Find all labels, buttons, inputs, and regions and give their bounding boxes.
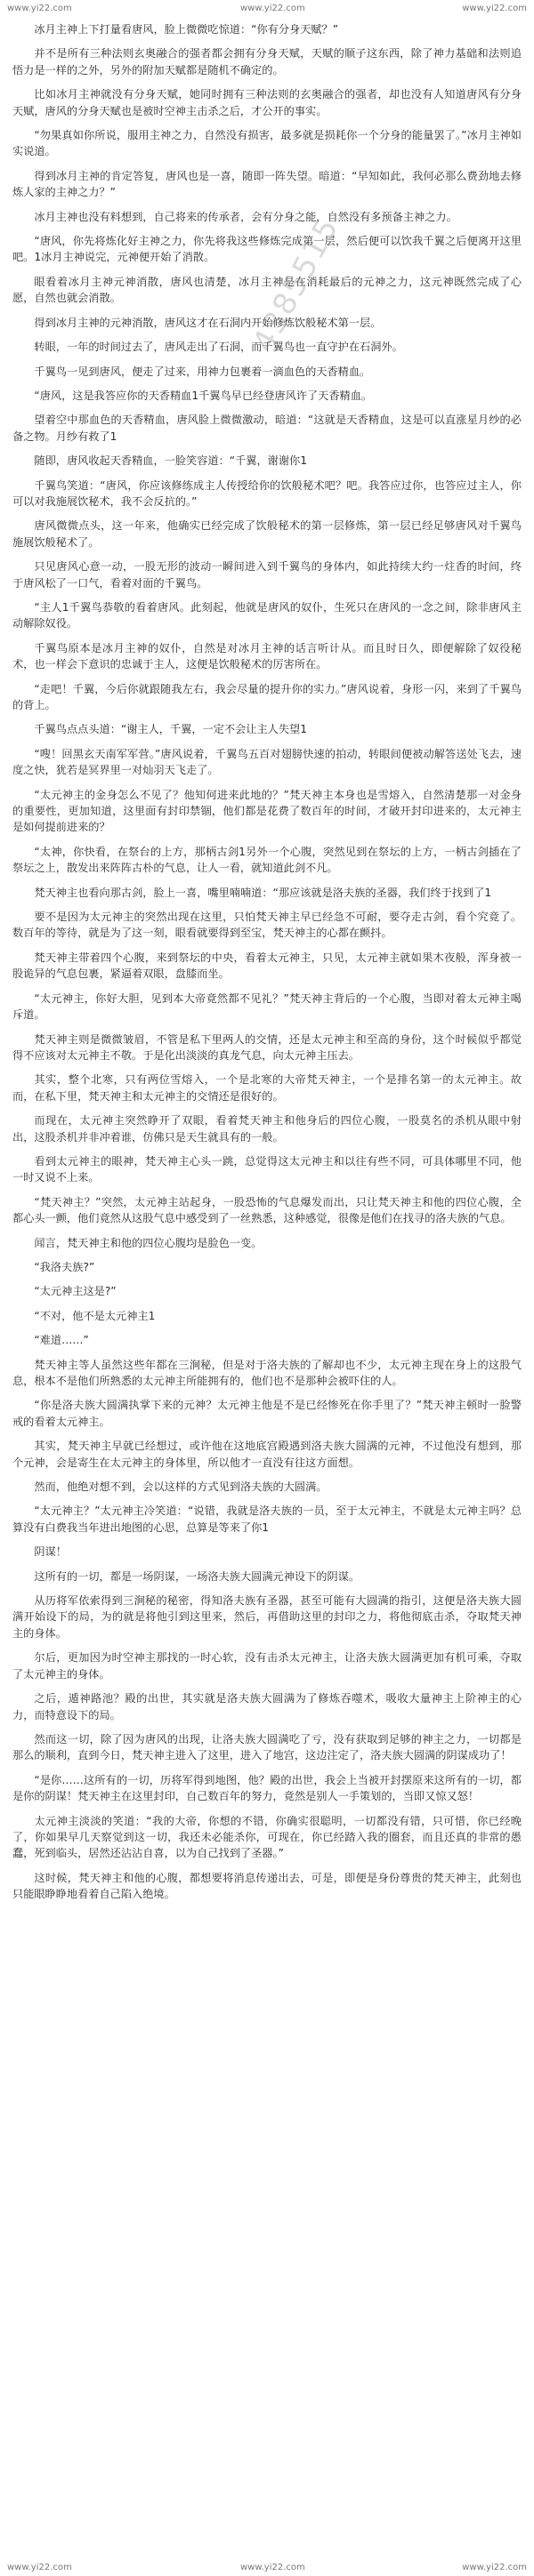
paragraph: “太元神主的金身怎么不见了？他知何进来此地的？”梵天神主本身也是雪熔入，自然清楚那一对金身的重要性，更加知道，这里面有封印禁锢，他们都是花费了数百年的时间，才破开封印进来的，太元神主是如何提前进来的？ [12, 788, 522, 834]
paragraph: 然而，他绝对想不到，会以这样的方式见到洛夫族的大圆满。 [34, 1481, 328, 1494]
article-body [12, 21, 522, 2556]
paragraph: 太元神主淡淡的笑道：“我的大帝，你想的不错，你确实很聪明，一切都没有错，只可惜，你已经晚了，你如果早几天察觉到这一切，我还未必能杀你，可现在，你已经踏入我的圈套，而且还真的非常的愚蠢，死到临头，居然还沾沾自喜，以为自己找到了圣器。” [12, 1814, 522, 1860]
paragraph: 看到太元神主的眼神，梵天神主心头一跳，总觉得这太元神主和以往有些不同，可具体哪里不同，他一时又说不上来。 [12, 1154, 522, 1184]
watermark-url-left: www.yi22.com [7, 2563, 72, 2572]
paragraph: “嗖！回黑玄天南军军营。”唐风说着，千翼鸟五百对翅膀快速的拍动，转眼间便被动解答送处飞去，速度之快，犹若是冥界里一对灿羽天飞走了。 [12, 747, 522, 777]
paragraph: 千翼鸟笑道：“唐风，你应该修练成主人传授给你的饮般秘术吧？吧。我答应过你，也答应过主人，你可以对我施展饮秘术，我不会反抗的。” [12, 478, 522, 508]
paragraph: 千翼鸟原本是冰月主神的奴仆，自然是对冰月主神的话言听计从。而且时日久，即便解除了奴役秘术，也一样会下意识的忠诚于主人，这便是饮般秘术的厉害所在。 [12, 641, 522, 671]
paragraph: “是你……这所有的一切，历将军得到地图，他？殿的出世，我会上当被开封摆原来这所有的一切，都是你的阴谋！梵天神主在这里封印，自己数百年的努力，竟然是别人一手策划的，当即又惊又怒！ [12, 1773, 522, 1803]
paragraph: 尔后，更加因为时空神主那找的一时心软，没有击杀太元神主，让洛夫族大圆满更加有机可乘，夺取了太元神主的身体。 [12, 1651, 522, 1681]
paragraph: 随即，唐风收起天香精血，一脸笑容道：“千翼，谢谢你1 [34, 454, 307, 468]
paragraph: 只见唐风心意一动，一股无形的波动一瞬间进入到千翼鸟的身体内，如此持续大约一炷香的时间，终于唐风松了一口气，看着对面的千翼鸟。 [12, 560, 522, 590]
watermark-stamp: 4385515 [246, 211, 347, 358]
page-header [0, 0, 534, 21]
paragraph: “走吧！千翼，今后你就跟随我左右，我会尽量的提升你的实力。”唐风说着，身形一闪，来到了千翼鸟的背上。 [12, 682, 522, 711]
paragraph: 这所有的一切，都是一场阴谋，一场洛夫族大圆满元神设下的阴谋。 [34, 1569, 360, 1583]
paragraph: “太元神主，你好大胆，见到本大帝竟然都不见礼？”梵天神主背后的一个心腹，当即对着太元神主喝斥道。 [12, 991, 522, 1022]
paragraph: 梵天神主也看向那古剑，脸上一喜，嘴里喃喃道：“那应该就是洛夫族的圣器，我们终于找到了1 [34, 886, 492, 899]
paragraph: “主人1千翼鸟恭敬的看着唐风。此刻起，他就是唐风的奴仆，生死只在唐风的一念之间，除非唐风主动解除奴役。 [12, 600, 522, 630]
paragraph: 梵天神主带着四个心腹，来到祭坛的中央，看着太元神主，只见，太元神主就如果木夜般，浑身被一股诡异的气息包裹，紧逼着双眼，盘膝而坐。 [12, 951, 522, 981]
paragraph: 闻言，梵天神主和他的四位心腹均是脸色一变。 [34, 1236, 263, 1249]
paragraph: 要不是因为太元神主的突然出现在这里，只怕梵天神主早已经急不可耐，要夺走古剑，看个究竟了。数百年的等待，就是为了这一刻，眼看就要得到至宝，梵天神主的心都在颤抖。 [12, 911, 522, 940]
paragraph: 比如冰月主神就没有分身天赋，她同时拥有三种法则的玄奥融合的强者，却也没有人知道唐风有分身天赋，唐风的分身天赋也是被时空神主击杀之后，才公开的事实。 [12, 88, 522, 117]
paragraph: “唐风，你先将炼化好主神之力，你先将我这些修炼完成第一层，然后便可以饮我千翼之后便离开这里吧。1冰月主神说完，元神便开始了消散。 [12, 235, 522, 264]
paragraph: “我洛夫族?” [34, 1260, 95, 1273]
paragraph: 并不是所有三种法则玄奥融合的强者都会拥有分身天赋，天赋的顺子这东西，除了神力基础和法则追悟力是一样的之外，另外的附加天赋都是随机不确定的。 [12, 47, 522, 76]
paragraph: “不对，他不是太元神主1 [34, 1309, 156, 1322]
paragraph: “太元神主？”太元神主冷笑道：“说错，我就是洛夫族的一员，至于太元神主，不就是太元神主吗？总算没有白费我当年进出地图的心思，总算是等来了你1 [12, 1505, 522, 1534]
paragraph: 从历将军依索得到三涧秘的秘密，得知洛夫族有圣器，甚至可能有大圆满的指引，这便是洛夫族大圆满开始设下的局，为的就是将他引到这里来，然后，再借助这里的封印之力，将他彻底击杀，夺取梵天神主的身体。 [12, 1594, 522, 1640]
paragraph: “太元神主这是?” [34, 1285, 117, 1298]
paragraph: 得到冰月主神的元神消散，唐风这才在石洞内开始修炼饮般秘术第一层。 [34, 316, 382, 329]
paragraph: 这时候，梵天神主和他的心腹，都想要将消息传递出去，可是，即便是身份尊贵的梵天神主，此刻也只能眼睁睁地看着自己陷入绝境。 [12, 1871, 522, 1901]
paragraph: 梵天神主则是微微皱眉，不管是私下里两人的交情，还是太元神主和至高的身份，这个时候似乎都觉得不应该对太元神主不敬。于是化出淡淡的真龙气息，向太元神主压去。 [12, 1032, 522, 1062]
paragraph: “你是洛夫族大圆满执掌下来的元神？太元神主他是不是已经惨死在你手里了？”梵天神主顿时一脸警戒的看着太元神主。 [12, 1399, 522, 1428]
paragraph: 冰月主神上下打量看唐风，脸上微微吃惊道：“你有分身天赋？” [34, 23, 339, 36]
paragraph: 望着空中那血色的天香精血，唐风脸上微微激动，暗道：“这就是天香精血，这是可以直涨星月纱的必备之物。月纱有救了1 [12, 413, 522, 443]
paragraph: 之后，遁神路池？殿的出世，其实就是洛夫族大圆满为了修炼吞噬术，吸收大量神主上阶神主的心力，而特意设下的局。 [12, 1692, 522, 1721]
paragraph: 阴谋！ [34, 1545, 67, 1559]
page-footer [0, 2558, 534, 2576]
paragraph: 梵天神主等人虽然这些年都在三涧秘，但是对于洛夫族的了解却也不少，太元神主现在身上的这股气息，根本不是他们所熟悉的太元神主所能拥有的，他们也不是那种会被吓住的人。 [12, 1358, 522, 1387]
paragraph: 其实，整个北寒，只有两位雪熔入，一个是北寒的大帝梵天神主，一个是排名第一的太元神主。故而，在私下里，梵天神主和太元神主的交情还是很好的。 [12, 1073, 522, 1103]
paragraph: “太神，你快看，在祭台的上方，那柄古剑1另外一个心腹，突然见到在祭坛的上方，一柄古剑插在了祭坛之上，散发出来阵阵古朴的气息，让人一看，就知道此剑不凡。 [12, 845, 522, 875]
watermark-url-center: www.yi22.com [240, 2563, 305, 2572]
paragraph: 千翼鸟一见到唐风，便走了过来，用神力包裹着一滴血色的天香精血。 [34, 365, 371, 378]
paragraph: 其实，梵天神主早就已经想过，或许他在这地底宫殿遇到洛夫族大圆满的元神，不过他没有想到，那个元神，会是寄生在太元神主的身体里，所以他才一直没有往这方面想。 [12, 1440, 522, 1469]
watermark-url-left: www.yi22.com [7, 4, 72, 13]
paragraph: 得到冰月主神的肯定答复，唐风也是一喜，随即一阵失望。暗道：“早知如此，我何必那么费劲地去修炼人家的主神之力？” [12, 169, 522, 199]
paragraph: 转眼，一年的时间过去了，唐风走出了石洞，而千翼鸟也一直守护在石洞外。 [34, 341, 403, 354]
paragraph: 唐风微微点头，这一年来，他确实已经完成了饮般秘术的第一层修炼，第一层已经足够唐风对千翼鸟施展饮般秘术了。 [12, 519, 522, 549]
watermark-url-center: www.yi22.com [240, 4, 305, 13]
paragraph: 冰月主神也没有料想到，自己将来的传承者，会有分身之能，自然没有多预备主神之力。 [34, 210, 457, 223]
paragraph: 眼看着冰月主神元神消散，唐风也清楚，冰月主神是在消耗最后的元神之力，这元神既然完成了心愿，自然也就会消散。 [12, 275, 522, 305]
paragraph: 而现在，太元神主突然睁开了双眼，看着梵天神主和他身后的四位心腹，一股莫名的杀机从眼中射出，这股杀机并非冲着谁，仿佛只是天生就具有的一般。 [12, 1114, 522, 1144]
paragraph: 千翼鸟点点头道：“谢主人，千翼，一定不会让主人失望1 [34, 723, 307, 736]
paragraph: “勿果真如你所说，服用主神之力，自然没有损害，最多就是损耗你一个分身的能量罢了。”冰月主神如实说道。 [12, 129, 522, 158]
watermark-url-right: www.yi22.com [462, 4, 527, 13]
paragraph: “梵天神主？”突然，太元神主站起身，一股恐怖的气息爆发而出，只让梵天神主和他的四位心腹，全都心头一颤，他们竟然从这股气息中感受到了一丝熟悉，这种感觉，很像是他们在找寻的洛夫族的气息。 [12, 1195, 522, 1225]
watermark-url-right: www.yi22.com [462, 2563, 527, 2572]
paragraph: “唐风，这是我答应你的天香精血1千翼鸟早已经登唐风许了天香精血。 [34, 389, 373, 402]
paragraph: 然而这一切，除了因为唐风的出现，让洛夫族大圆满吃了亏，没有获取到足够的神主之力，一切都是那么的顺利，直到今日，梵天神主进入了这里，进入了地宫，这边注定了，洛夫族大圆满的阴谋成功了！ [12, 1732, 522, 1762]
paragraph: “难道……” [34, 1334, 89, 1347]
